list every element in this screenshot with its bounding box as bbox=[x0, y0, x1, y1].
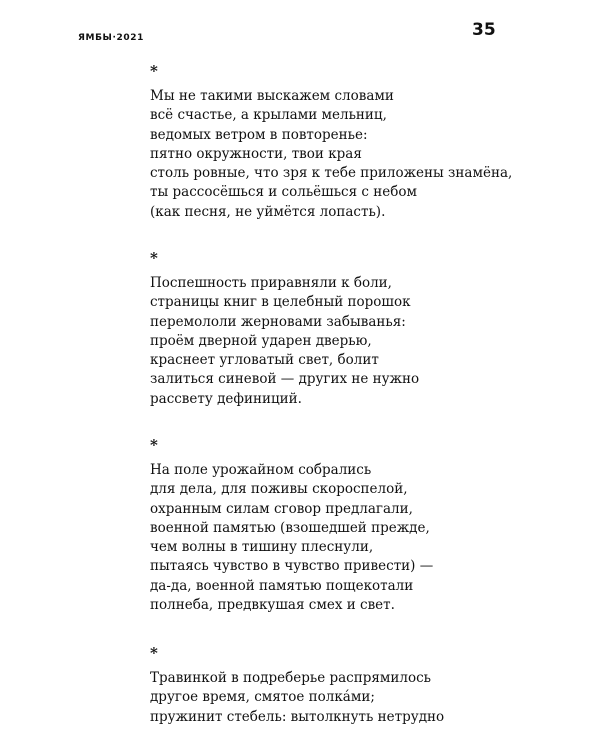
poem-4 bbox=[150, 645, 570, 727]
poem-line: проём дверной ударен дверью, bbox=[150, 332, 372, 349]
poem-line: пружинит стебель: вытолкнуть нетрудно bbox=[150, 708, 445, 725]
poem-line: военной памятью (взошедшей прежде, bbox=[150, 519, 430, 536]
poem-line: да-да, военной памятью пощекотали bbox=[150, 577, 414, 594]
section-asterisk: * bbox=[150, 436, 158, 454]
poem-line: другое время, смятое полкáми; bbox=[150, 689, 375, 706]
poem-line: пытаясь чувство в чувство привести) — bbox=[150, 558, 434, 575]
poem-line: На поле урожайном собрались bbox=[150, 462, 372, 478]
poem-line: (как песня, не уймётся лопасть). bbox=[150, 203, 386, 220]
page-number: 35 bbox=[472, 20, 496, 40]
poem-line: Травинкой в подреберье распрямилось bbox=[150, 670, 432, 686]
section-asterisk: * bbox=[150, 62, 158, 80]
running-title: ЯМБЫ·2021 bbox=[78, 33, 144, 43]
poem-line: краснеет угловатый свет, болит bbox=[150, 352, 379, 369]
poem-line: залиться синевой — других не нужно bbox=[150, 371, 420, 388]
poem-line: страницы книг в целебный порошок bbox=[150, 294, 411, 311]
poem-line: рассвету дефиниций. bbox=[150, 390, 302, 407]
poem-line: охранным силам сговор предлагали, bbox=[150, 500, 413, 517]
poem-line: всё счастье, а крылами мельниц, bbox=[150, 107, 387, 124]
poem-line: ты рассосёшься и сольёшься с небом bbox=[150, 184, 418, 201]
poem-line: чем волны в тишину плеснули, bbox=[150, 539, 374, 556]
poem-line: для дела, для поживы скороспелой, bbox=[150, 481, 408, 498]
poem-line: Поспешность приравняли к боли, bbox=[150, 275, 392, 291]
poem-2 bbox=[150, 250, 570, 409]
poem-line: ведомых ветром в повторенье: bbox=[150, 126, 368, 143]
poem-line: полнеба, предвкушая смех и свет. bbox=[150, 597, 395, 614]
poem-line: столь ровные, что зря к тебе приложены знамёна, bbox=[150, 165, 513, 182]
section-asterisk: * bbox=[150, 249, 158, 267]
poem-3 bbox=[150, 437, 570, 615]
section-asterisk: * bbox=[150, 644, 158, 662]
poem-1 bbox=[150, 63, 570, 222]
poem-line: перемололи жерновами забыванья: bbox=[150, 313, 406, 330]
poem-line: Мы не такими выскажем словами bbox=[150, 88, 394, 104]
poem-line: пятно окружности, твои края bbox=[150, 145, 362, 162]
